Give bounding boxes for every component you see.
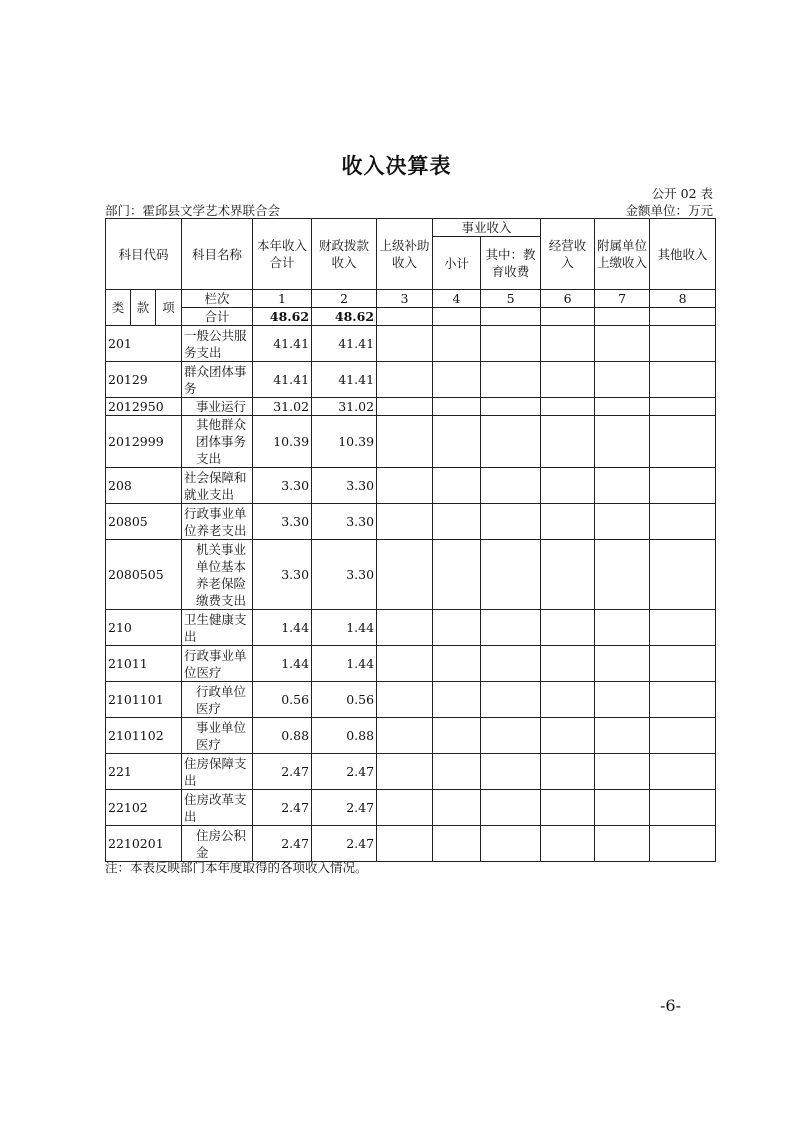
total-row (106, 308, 716, 326)
empty-cell (541, 682, 595, 718)
fiscal-appropriation-cell: 3.30 (312, 504, 377, 540)
empty-cell (433, 646, 481, 682)
total-annual-income: 48.62 (253, 308, 312, 326)
annual-income-cell: 31.02 (253, 398, 312, 416)
table-row (106, 682, 716, 718)
annual-income-cell: 3.30 (253, 504, 312, 540)
empty-cell (377, 326, 433, 362)
empty-cell (541, 718, 595, 754)
annual-income-cell: 2.47 (253, 790, 312, 826)
table-row (106, 718, 716, 754)
header-xiang: 项 (156, 290, 182, 326)
column-number-row (106, 290, 716, 308)
col-number: 4 (433, 290, 481, 308)
fiscal-appropriation-cell: 41.41 (312, 362, 377, 398)
table-row (106, 362, 716, 398)
fiscal-appropriation-cell: 41.41 (312, 326, 377, 362)
header-lei: 类 (106, 290, 131, 326)
empty-cell (481, 646, 541, 682)
empty-cell (377, 540, 433, 610)
header-kuan: 款 (131, 290, 156, 326)
subject-name-cell: 卫生健康支出 (182, 610, 253, 646)
empty-cell (595, 682, 650, 718)
empty-cell (481, 362, 541, 398)
col-number: 1 (253, 290, 312, 308)
empty-cell (650, 416, 716, 468)
empty-cell (650, 790, 716, 826)
empty-cell (433, 504, 481, 540)
empty-cell (481, 826, 541, 862)
empty-cell (433, 398, 481, 416)
empty-cell (650, 754, 716, 790)
empty-cell (433, 362, 481, 398)
empty-cell (433, 468, 481, 504)
empty-cell (377, 416, 433, 468)
fiscal-appropriation-cell: 31.02 (312, 398, 377, 416)
fiscal-appropriation-cell: 2.47 (312, 790, 377, 826)
empty-cell (433, 416, 481, 468)
subject-code-cell: 210 (106, 610, 182, 646)
fiscal-appropriation-cell: 2.47 (312, 826, 377, 862)
empty-cell (541, 416, 595, 468)
total-label: 合计 (182, 308, 253, 326)
subject-code-cell: 21011 (106, 646, 182, 682)
empty-cell (650, 718, 716, 754)
subject-name-cell: 事业单位医疗 (182, 718, 253, 754)
empty-cell (650, 504, 716, 540)
page-title: 收入决算表 (341, 154, 452, 178)
table-row (106, 610, 716, 646)
empty-cell (433, 610, 481, 646)
empty-cell (595, 610, 650, 646)
header-subject-code: 科目代码 (106, 219, 182, 290)
empty-cell (433, 718, 481, 754)
empty-cell (377, 682, 433, 718)
subject-name-cell: 住房改革支出 (182, 790, 253, 826)
empty-cell (481, 398, 541, 416)
subject-name-cell: 群众团体事务 (182, 362, 253, 398)
col-number: 7 (595, 290, 650, 308)
header-education-fees: 其中：教育收费 (481, 237, 541, 290)
empty-cell (595, 754, 650, 790)
empty-cell (377, 362, 433, 398)
empty-cell (650, 468, 716, 504)
annual-income-cell: 3.30 (253, 540, 312, 610)
empty-cell (377, 504, 433, 540)
subject-code-cell: 20129 (106, 362, 182, 398)
empty-cell (377, 790, 433, 826)
fiscal-appropriation-cell: 1.44 (312, 646, 377, 682)
annual-income-cell: 3.30 (253, 468, 312, 504)
empty-cell (377, 718, 433, 754)
subject-name-cell: 行政单位医疗 (182, 682, 253, 718)
empty-cell (595, 718, 650, 754)
header-operating-income: 经营收入 (541, 219, 595, 290)
table-row (106, 504, 716, 540)
empty-cell (433, 326, 481, 362)
header-other-income: 其他收入 (650, 219, 716, 290)
empty-cell (595, 416, 650, 468)
empty-cell (481, 718, 541, 754)
empty-cell (650, 610, 716, 646)
empty-cell (595, 362, 650, 398)
subject-name-cell: 一般公共服务支出 (182, 326, 253, 362)
empty-cell (377, 398, 433, 416)
empty-cell (481, 416, 541, 468)
annual-income-cell: 0.88 (253, 718, 312, 754)
empty-cell (541, 826, 595, 862)
empty-cell (377, 468, 433, 504)
subject-code-cell: 208 (106, 468, 182, 504)
empty-cell (377, 610, 433, 646)
empty-cell (541, 540, 595, 610)
subject-code-cell: 2080505 (106, 540, 182, 610)
page-number: -6- (660, 996, 681, 1015)
empty-cell (650, 362, 716, 398)
subject-code-cell: 201 (106, 326, 182, 362)
empty-cell (377, 826, 433, 862)
empty-cell (433, 540, 481, 610)
subject-code-cell: 2101101 (106, 682, 182, 718)
fiscal-appropriation-cell: 1.44 (312, 610, 377, 646)
annual-income-cell: 1.44 (253, 610, 312, 646)
subject-name-cell: 事业运行 (182, 398, 253, 416)
subject-name-cell: 社会保障和就业支出 (182, 468, 253, 504)
subject-code-cell: 22102 (106, 790, 182, 826)
subject-name-cell: 行政事业单位医疗 (182, 646, 253, 682)
fiscal-appropriation-cell: 2.47 (312, 754, 377, 790)
table-row (106, 826, 716, 862)
income-statement-table (105, 218, 716, 862)
empty-cell (433, 754, 481, 790)
empty-cell (650, 682, 716, 718)
table-row (106, 416, 716, 468)
fiscal-appropriation-cell: 3.30 (312, 540, 377, 610)
table-row (106, 398, 716, 416)
subject-code-cell: 221 (106, 754, 182, 790)
fiscal-appropriation-cell: 3.30 (312, 468, 377, 504)
empty-cell (541, 468, 595, 504)
empty-cell (481, 682, 541, 718)
empty-cell (595, 826, 650, 862)
annual-income-cell: 2.47 (253, 826, 312, 862)
fiscal-appropriation-cell: 0.88 (312, 718, 377, 754)
table-row (106, 646, 716, 682)
empty-cell (481, 468, 541, 504)
header-business-income: 事业收入 (433, 219, 541, 237)
col-number: 8 (650, 290, 716, 308)
empty-cell (481, 540, 541, 610)
empty-cell (595, 326, 650, 362)
subject-name-cell: 机关事业单位基本养老保险缴费支出 (182, 540, 253, 610)
table-row (106, 754, 716, 790)
empty-cell (541, 790, 595, 826)
form-number: 公开 02 表 (651, 186, 713, 201)
empty-cell (650, 826, 716, 862)
subject-code-cell: 2012950 (106, 398, 182, 416)
empty-cell (433, 682, 481, 718)
table-row (106, 468, 716, 504)
table-row (106, 790, 716, 826)
empty-cell (541, 362, 595, 398)
empty-cell (481, 504, 541, 540)
empty-cell (595, 646, 650, 682)
header-fiscal-appropriation: 财政拨款收入 (312, 219, 377, 290)
empty-cell (433, 790, 481, 826)
header-subtotal: 小计 (433, 237, 481, 290)
empty-cell (433, 826, 481, 862)
empty-cell (650, 540, 716, 610)
empty-cell (541, 326, 595, 362)
empty-cell (595, 398, 650, 416)
empty-cell (595, 790, 650, 826)
table-note: 注：本表反映部门本年度取得的各项收入情况。 (105, 860, 368, 875)
annual-income-cell: 0.56 (253, 682, 312, 718)
empty-cell (541, 610, 595, 646)
department-label: 部门：霍邱县文学艺术界联合会 (105, 203, 281, 218)
header-row-1 (106, 219, 716, 237)
empty-cell (481, 754, 541, 790)
subject-code-cell: 2210201 (106, 826, 182, 862)
header-subject-name: 科目名称 (182, 219, 253, 290)
subject-code-cell: 2101102 (106, 718, 182, 754)
col-number: 2 (312, 290, 377, 308)
col-number: 5 (481, 290, 541, 308)
subject-name-cell: 行政事业单位养老支出 (182, 504, 253, 540)
col-number: 6 (541, 290, 595, 308)
empty-cell (541, 504, 595, 540)
empty-cell (481, 326, 541, 362)
empty-cell (650, 326, 716, 362)
header-lanci: 栏次 (182, 290, 253, 308)
annual-income-cell: 2.47 (253, 754, 312, 790)
empty-cell (650, 646, 716, 682)
empty-cell (541, 646, 595, 682)
col-number: 3 (377, 290, 433, 308)
annual-income-cell: 41.41 (253, 326, 312, 362)
subject-name-cell: 其他群众团体事务支出 (182, 416, 253, 468)
empty-cell (595, 540, 650, 610)
empty-cell (541, 754, 595, 790)
table-row (106, 540, 716, 610)
empty-cell (541, 398, 595, 416)
empty-cell (481, 610, 541, 646)
annual-income-cell: 1.44 (253, 646, 312, 682)
empty-cell (595, 468, 650, 504)
annual-income-cell: 41.41 (253, 362, 312, 398)
header-upper-subsidy: 上级补助收入 (377, 219, 433, 290)
header-affiliated-payment: 附属单位上缴收入 (595, 219, 650, 290)
empty-cell (650, 398, 716, 416)
amount-unit-label: 金额单位：万元 (625, 203, 713, 218)
empty-cell (377, 754, 433, 790)
empty-cell (377, 646, 433, 682)
annual-income-cell: 10.39 (253, 416, 312, 468)
fiscal-appropriation-cell: 0.56 (312, 682, 377, 718)
table-row (106, 326, 716, 362)
fiscal-appropriation-cell: 10.39 (312, 416, 377, 468)
empty-cell (481, 790, 541, 826)
header-annual-income-total: 本年收入合计 (253, 219, 312, 290)
subject-code-cell: 2012999 (106, 416, 182, 468)
subject-name-cell: 住房保障支出 (182, 754, 253, 790)
subject-code-cell: 20805 (106, 504, 182, 540)
empty-cell (595, 504, 650, 540)
total-fiscal-appropriation: 48.62 (312, 308, 377, 326)
subject-name-cell: 住房公积金 (182, 826, 253, 862)
